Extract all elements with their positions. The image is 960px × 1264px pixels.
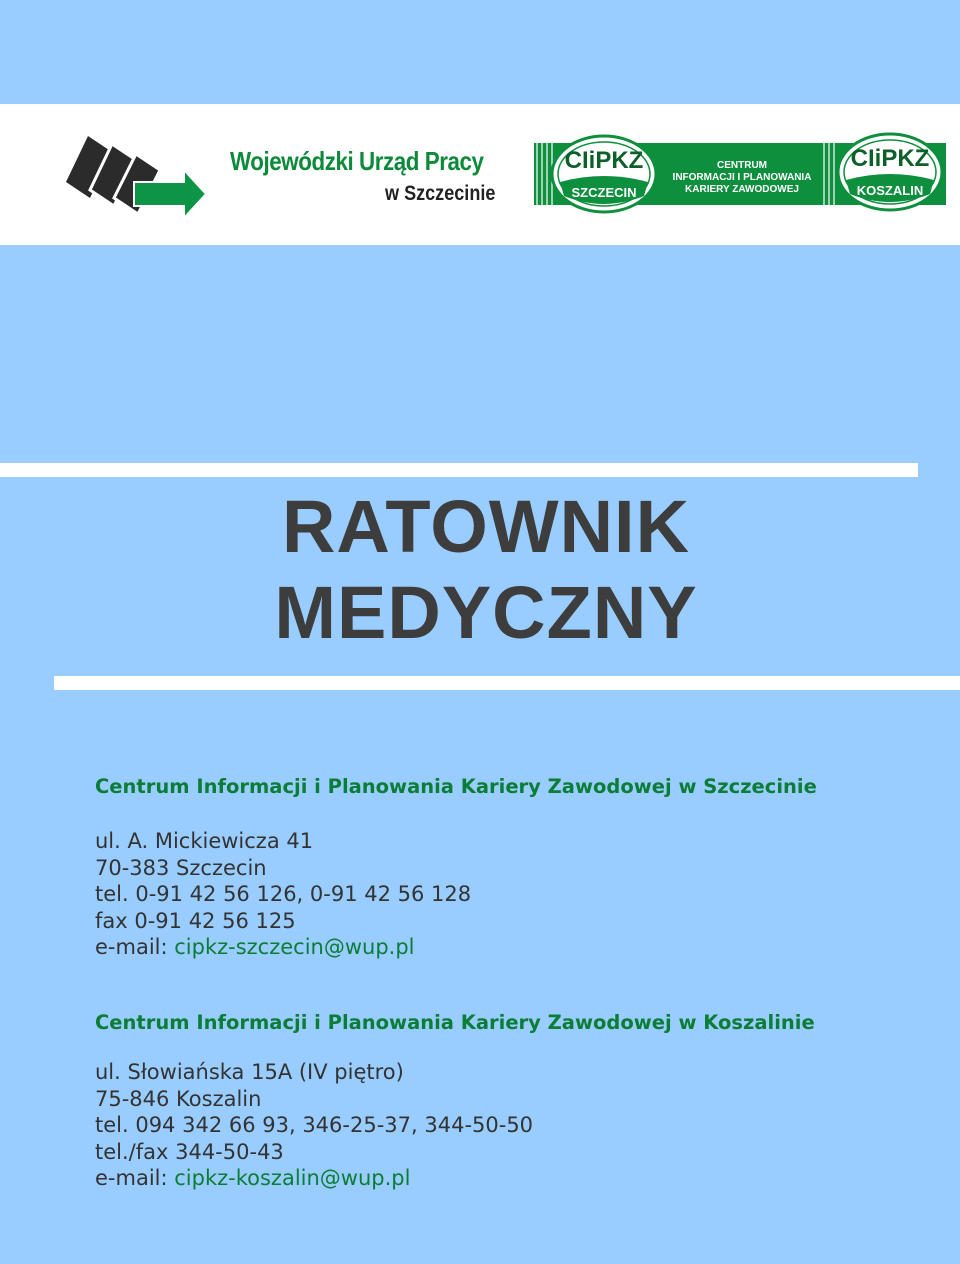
- cipkz-banner-logo: [534, 130, 946, 214]
- wup-logo: [66, 132, 208, 220]
- left-badge-text: CIiPKZ: [564, 147, 644, 174]
- koszalin-street: ul. Słowiańska 15A (IV piętro): [95, 1060, 404, 1084]
- koszalin-tel: tel. 094 342 66 93, 346-25-37, 344-50-50: [95, 1113, 534, 1138]
- koszalin-email-row: [95, 1165, 533, 1192]
- szczecin-email-row: [95, 934, 471, 961]
- right-badge-city: KOSZALIN: [856, 183, 924, 198]
- wup-title: Wojewódzki Urząd Pracy: [230, 146, 484, 176]
- koszalin-email-label: e-mail:: [95, 1166, 175, 1191]
- szczecin-city: 70-383 Szczecin: [95, 855, 267, 880]
- koszalin-city: 75-846 Koszalin: [95, 1086, 262, 1111]
- koszalin-fax: tel./fax 344-50-43: [95, 1139, 284, 1164]
- right-badge-text: CIiPKZ: [850, 145, 930, 172]
- szczecin-contact: [95, 828, 471, 961]
- koszalin-email-link[interactable]: cipkz-koszalin@wup.pl: [174, 1166, 411, 1191]
- szczecin-fax: fax 0-91 42 56 125: [95, 908, 296, 933]
- title-line-2: MEDYCZNY: [274, 571, 698, 654]
- szczecin-tel: tel. 0-91 42 56 126, 0-91 42 56 128: [95, 882, 472, 907]
- banner-line-3: KARIERY ZAWODOWEJ: [685, 184, 799, 195]
- szczecin-email-label: e-mail:: [95, 935, 175, 960]
- szczecin-heading: Centrum Informacji i Planowania Kariery Zawodowej w Szczecinie: [95, 775, 817, 798]
- title-line-1: RATOWNIK: [281, 485, 691, 568]
- szczecin-street: ul. A. Mickiewicza 41: [95, 829, 314, 853]
- szczecin-email-link[interactable]: cipkz-szczecin@wup.pl: [174, 935, 415, 960]
- left-badge-city: SZCZECIN: [571, 185, 637, 200]
- wup-subtitle: w Szczecinie: [385, 182, 496, 205]
- divider-top: [0, 463, 918, 477]
- banner-line-1: CENTRUM: [717, 160, 767, 171]
- koszalin-heading: Centrum Informacji i Planowania Kariery Zawodowej w Koszalinie: [95, 1011, 815, 1034]
- koszalin-contact: [95, 1059, 533, 1192]
- banner-line-2: INFORMACJI I PLANOWANIA: [672, 172, 812, 183]
- divider-bottom: [54, 676, 960, 690]
- header-band: [0, 104, 960, 245]
